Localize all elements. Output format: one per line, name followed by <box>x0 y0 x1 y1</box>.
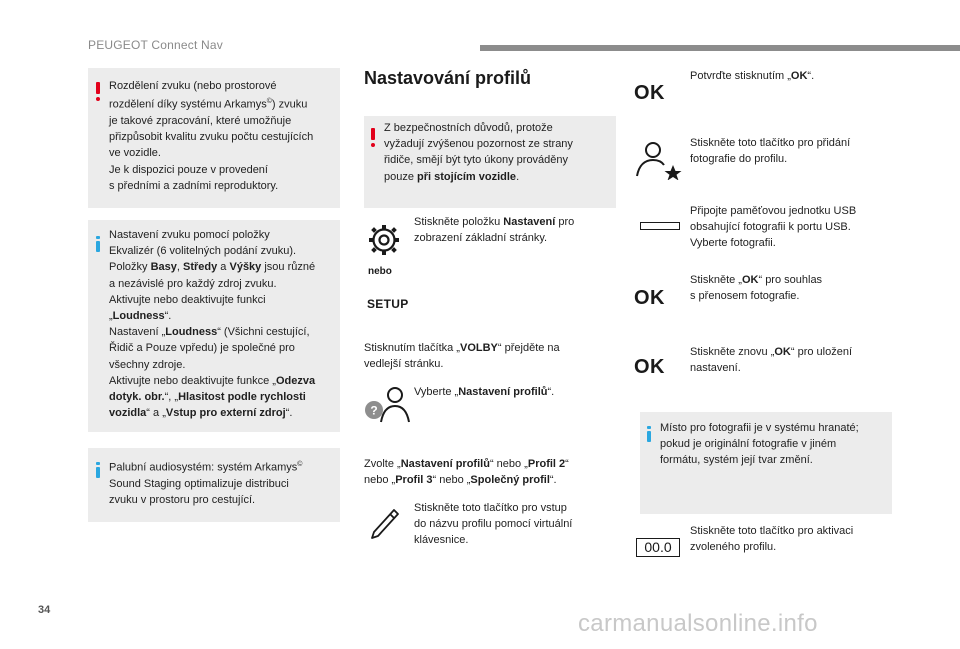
note-equalizer: Nastavení zvuku pomocí položky Ekvalizér (6 volitelných podání zvuku). Položky Basy, Středy a Výšky jsou různé a nezávislé pro každý zdroj zvuku. Aktivujte nebo deaktivujte funkci „Loudness“. Nastavení „Loudness“ (Všichni cestující, Řidič a Pouze vpředu) je společné pro všechny zdroje. Aktivujte nebo deaktivujte funkce „Odezva dotyk. obr.“, „Hlasitost podle rychlosti vozidla“ a „Vstup pro externí zdroj“. <box>88 220 340 432</box>
step-select-profiles: Vyberte „Nastavení profilů“. <box>414 386 555 398</box>
note-arkamys: Palubní audiosystém: systém Arkamys© Sound Staging optimalizuje distribuci zvuku v prostoru pro cestující. <box>88 448 340 522</box>
watermark: carmanualsonline.info <box>578 610 818 637</box>
step-add-photo: Stiskněte toto tlačítko pro přidání fotografie do profilu. <box>690 137 851 166</box>
info-mark-icon <box>96 462 100 465</box>
pencil-icon[interactable] <box>368 504 402 540</box>
step-usb: Připojte paměťovou jednotku USB obsahující fotografii k portu USB. Vyberte fotografii. <box>690 205 857 250</box>
gear-icon <box>366 222 402 258</box>
ok-button[interactable]: OK <box>634 356 665 378</box>
warning-mark-icon <box>96 82 100 94</box>
step-activate-profile: Stiskněte toto tlačítko pro aktivaci zvoleného profilu. <box>690 525 854 554</box>
profile-star-icon[interactable] <box>634 140 684 180</box>
step-choose-profile: Zvolte „Nastavení profilů“ nebo „Profil 2“ nebo „Profil 3“ nebo „Společný profil“. <box>364 458 569 487</box>
page-number: 34 <box>38 604 51 616</box>
setup-button[interactable]: SETUP <box>367 297 409 311</box>
or-caption: nebo <box>368 266 392 277</box>
counter-value: 00.0 <box>644 539 672 555</box>
step-confirm-ok: Potvrďte stisknutím „OK“. <box>690 70 815 82</box>
step-settings: Stiskněte položku Nastavení pro zobrazení základní stránky. <box>414 216 575 245</box>
section-title: Nastavování profilů <box>364 68 532 88</box>
header-bar <box>480 45 960 51</box>
warning-box: Z bezpečnostních důvodů, protože vyžadují zvýšenou pozornost ze strany řidiče, smějí být tyto úkony prováděny pouze při stojícím vozidle. <box>364 116 616 208</box>
ok-button[interactable]: OK <box>634 287 665 309</box>
step-accept-transfer: Stiskněte „OK“ pro souhlas s přenosem fotografie. <box>690 274 823 303</box>
step-profile-name: Stiskněte toto tlačítko pro vstup do názvu profilu pomocí virtuální klávesnice. <box>414 502 573 547</box>
info-mark-icon <box>96 236 100 239</box>
profile-help-icon[interactable] <box>364 384 410 426</box>
note-sound-distribution: Rozdělení zvuku (nebo prostorové rozdělení díky systému Arkamys©) zvuku je takové zpracování, které umožňuje přizpůsobit kvalitu zvuku počtu cestujících ve vozidle. Je k dispozici pouze v provedení s předními a zadními reproduktory. <box>88 68 340 208</box>
activate-profile-button[interactable] <box>636 538 680 557</box>
warning-mark-icon <box>371 128 375 140</box>
note-photo-format: Místo pro fotografii je v systému hranaté; pokud je originální fotografie v jiném formátu, systém její tvar změní. <box>640 412 892 514</box>
info-mark-icon <box>647 426 651 429</box>
photo-frame-icon[interactable] <box>640 222 680 230</box>
step-save: Stiskněte znovu „OK“ pro uložení nastavení. <box>690 346 853 375</box>
ok-button[interactable]: OK <box>634 82 665 104</box>
step-options: Stisknutím tlačítka „VOLBY“ přejděte na vedlejší stránku. <box>364 342 560 371</box>
svg-text:?: ? <box>370 403 378 418</box>
header-title: PEUGEOT Connect Nav <box>88 38 223 52</box>
